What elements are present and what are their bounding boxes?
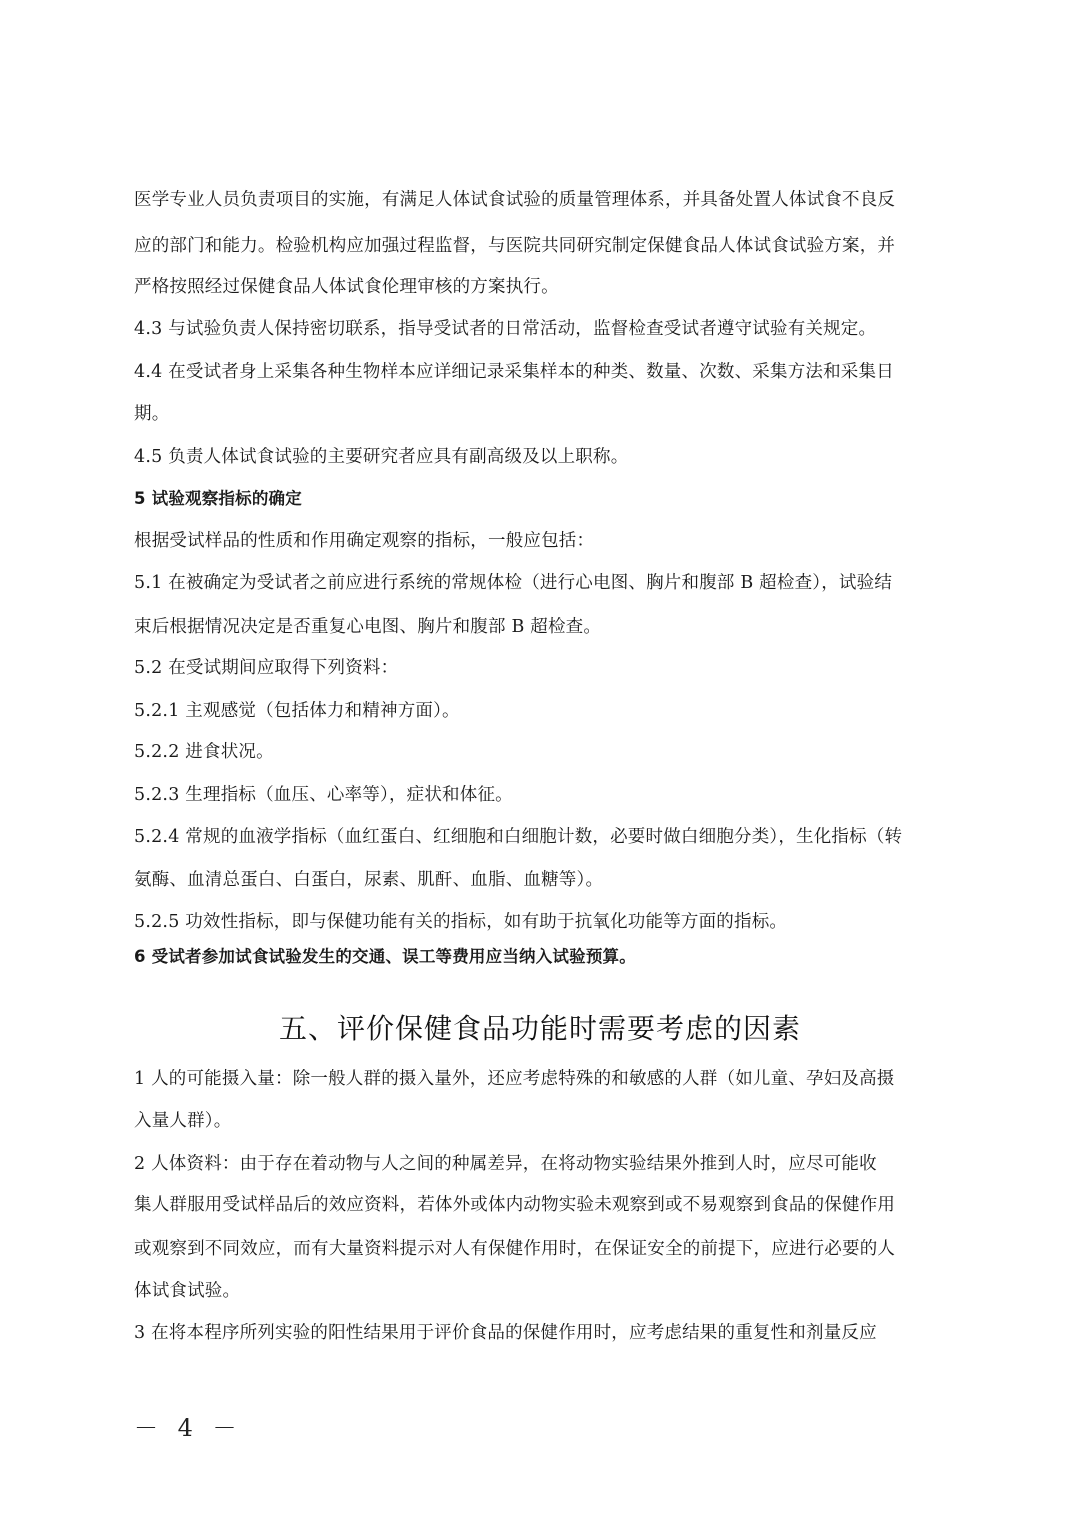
clause-1: 1 人的可能摄入量：除一般人群的摄入量外，还应考虑特殊的和敏感的人群（如儿童、孕妇及高摄 [134,1069,895,1089]
body-text-line: 集人群服用受试样品后的效应资料，若体外或体内动物实验未观察到或不易观察到食品的保健作用 [134,1195,896,1215]
clause-5-2-1: 5.2.1 主观感觉（包括体力和精神方面）。 [134,701,460,721]
body-text-line: 束后根据情况决定是否重复心电图、胸片和腹部 B 超检查。 [134,617,602,637]
body-text-line: 严格按照经过保健食品人体试食伦理审核的方案执行。 [134,277,559,297]
body-text-line: 根据受试样品的性质和作用确定观察的指标，一般应包括： [134,531,595,551]
clause-4-5: 4.5 负责人体试食试验的主要研究者应具有副高级及以上职称。 [134,447,629,467]
clause-5-2-4: 5.2.4 常规的血液学指标（血红蛋白、红细胞和白细胞计数，必要时做白细胞分类），生化指标（转 [134,827,903,847]
heading-5: 5 试验观察指标的确定 [134,489,302,508]
heading-6: 6 受试者参加试食试验发生的交通、误工等费用应当纳入试验预算。 [134,947,636,966]
body-text-line: 入量人群）。 [134,1111,232,1131]
body-text-line: 氨酶、血清总蛋白、白蛋白，尿素、肌酐、血脂、血糖等）。 [134,870,604,890]
clause-4-4: 4.4 在受试者身上采集各种生物样本应详细记录采集样本的种类、数量、次数、采集方法和采集日 [134,362,894,382]
clause-4-3: 4.3 与试验负责人保持密切联系，指导受试者的日常活动，监督检查受试者遵守试验有关规定。 [134,319,877,339]
clause-5-2-5: 5.2.5 功效性指标，即与保健功能有关的指标，如有助于抗氧化功能等方面的指标。 [134,912,788,932]
body-text-line: 应的部门和能力。检验机构应加强过程监督，与医院共同研究制定保健食品人体试食试验方案，并 [134,236,896,256]
clause-5-2-2: 5.2.2 进食状况。 [134,742,274,762]
page-number: － 4 － [134,1414,243,1442]
body-text-line: 或观察到不同效应，而有大量资料提示对人有保健作用时，在保证安全的前提下，应进行必要的人 [134,1239,896,1259]
clause-5-1: 5.1 在被确定为受试者之前应进行系统的常规体检（进行心电图、胸片和腹部 B 超检查），试验结 [134,573,893,593]
section-title: 五、评价保健食品功能时需要考虑的因素 [278,1012,801,1045]
clause-3: 3 在将本程序所列实验的阳性结果用于评价食品的保健作用时，应考虑结果的重复性和剂量反应 [134,1323,877,1343]
body-text-line: 体试食试验。 [134,1281,241,1301]
clause-2: 2 人体资料：由于存在着动物与人之间的种属差异，在将动物实验结果外推到人时，应尽可能收 [134,1154,877,1174]
clause-5-2: 5.2 在受试期间应取得下列资料： [134,658,399,678]
body-text-line: 期。 [134,404,170,424]
body-text-line: 医学专业人员负责项目的实施，有满足人体试食试验的质量管理体系，并具备处置人体试食不良反 [134,190,896,210]
clause-5-2-3: 5.2.3 生理指标（血压、心率等），症状和体征。 [134,785,513,805]
